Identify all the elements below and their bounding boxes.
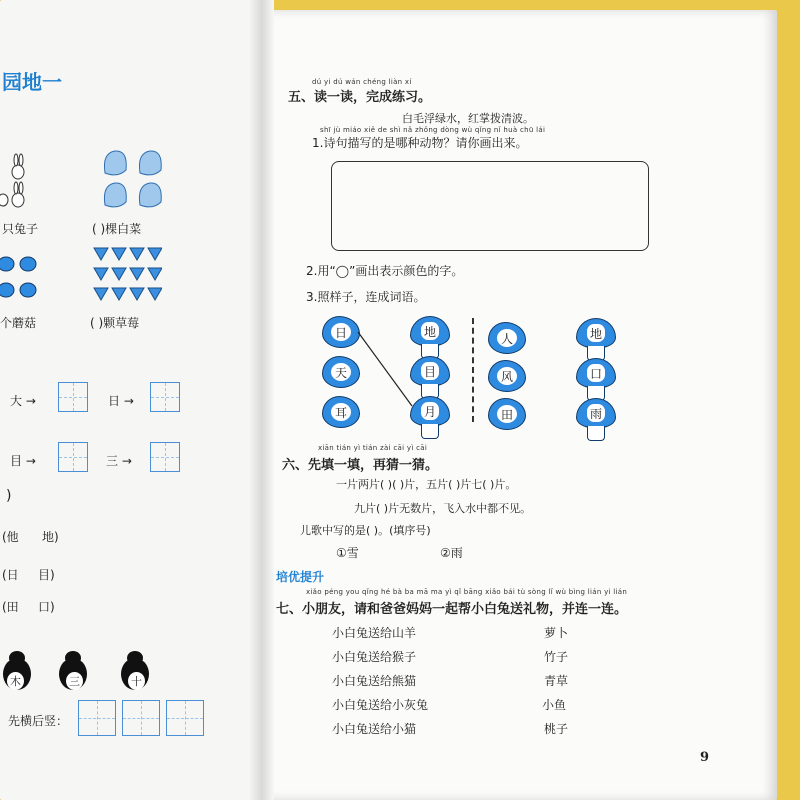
q5-sub1: 1.诗句描写的是哪种动物？请你画出来。 xyxy=(312,136,528,150)
section-label: 培优提升 xyxy=(276,570,325,584)
char-mu: 目 xyxy=(10,454,23,468)
pair-3-a: (田 xyxy=(2,600,19,614)
q6-option-1: ①雪 xyxy=(336,546,359,560)
penguin-1-char: 木 xyxy=(7,672,24,690)
rabbit-icons xyxy=(0,150,40,214)
q5-poem: 白毛浮绿水，红掌拨清波。 xyxy=(402,112,534,125)
writing-box[interactable] xyxy=(150,442,180,472)
mushroom-char: 目 xyxy=(421,362,439,380)
q5-title: 五、读一读，完成练习。 xyxy=(288,90,432,105)
cloud-word-card[interactable] xyxy=(488,360,526,392)
pair-2-b: 目) xyxy=(38,568,55,582)
cloud-char: 日 xyxy=(331,323,351,341)
q7-left-item[interactable]: 小白兔送给小猫 xyxy=(332,722,417,736)
q5-pinyin: dú yi dú wán chéng liàn xí xyxy=(312,78,412,86)
char-san: 三 xyxy=(106,454,119,468)
mushroom-char: 月 xyxy=(421,402,439,420)
cabbage-count-label: ( )棵白菜 xyxy=(92,222,142,236)
penguin-3-char: 十 xyxy=(128,672,145,690)
writing-box[interactable] xyxy=(78,700,116,736)
pair-3-b: 口) xyxy=(38,600,55,614)
cabbage-icons xyxy=(100,148,170,210)
mushroom-count-label: 个蘑菇 xyxy=(0,316,37,330)
group-divider xyxy=(472,318,474,422)
mushroom-word-card[interactable] xyxy=(410,396,450,442)
writing-box[interactable] xyxy=(58,382,88,412)
q7-right-item[interactable]: 青草 xyxy=(544,674,569,688)
mushroom-word-card[interactable] xyxy=(576,398,616,444)
char-da: 大 xyxy=(10,394,23,408)
arrow-row-1-right: 日 → xyxy=(108,394,134,408)
cloud-char: 田 xyxy=(497,405,517,423)
cloud-word-card[interactable] xyxy=(322,356,360,388)
q7-left-item[interactable]: 小白兔送给山羊 xyxy=(332,626,417,640)
q7-left-item[interactable]: 小白兔送给熊猫 xyxy=(332,674,417,688)
paren-mark: ) xyxy=(6,488,12,504)
cloud-char: 风 xyxy=(497,367,517,385)
q6-line3: 儿歌中写的是( )。(填序号) xyxy=(300,524,431,537)
q7-right-item[interactable]: 竹子 xyxy=(544,650,569,664)
q6-option-2: ②雨 xyxy=(440,546,463,560)
q6-line2: 九片( )片无数片，飞入水中都不见。 xyxy=(354,502,532,515)
writing-box[interactable] xyxy=(122,700,160,736)
mushroom-icons xyxy=(0,254,40,304)
mushroom-char: 地 xyxy=(587,324,605,342)
strawberry-icons xyxy=(92,244,162,306)
char-ri: 日 xyxy=(108,394,121,408)
cloud-word-card[interactable] xyxy=(488,322,526,354)
cloud-char: 耳 xyxy=(331,403,351,421)
q6-line1: 一片两片( )( )片，五片( )片七( )片。 xyxy=(336,478,517,491)
left-page-title: 园地一 xyxy=(2,70,62,94)
pair-1-a: (他 xyxy=(2,530,19,544)
arrow-row-2-left: 目 → xyxy=(10,454,36,468)
cloud-word-card[interactable] xyxy=(322,396,360,428)
pair-2-a: (日 xyxy=(2,568,19,582)
cloud-word-card[interactable] xyxy=(322,316,360,348)
drawing-area[interactable] xyxy=(331,161,649,251)
q7-right-item[interactable]: 萝卜 xyxy=(544,626,569,640)
mushroom-char: 地 xyxy=(421,322,439,340)
arrow-row-2-right: 三 → xyxy=(106,454,132,468)
q5-sub1-pinyin: shī jù miáo xiě de shì nǎ zhǒng dòng wù qǐng nǐ huà chū lái xyxy=(320,126,546,134)
page-number: 9 xyxy=(700,750,710,765)
q7-right-item[interactable]: 小鱼 xyxy=(542,698,567,712)
mushroom-char: 雨 xyxy=(587,404,605,422)
cloud-char: 人 xyxy=(497,329,517,347)
cloud-word-card[interactable] xyxy=(488,398,526,430)
q7-right-item[interactable]: 桃子 xyxy=(544,722,569,736)
writing-box[interactable] xyxy=(150,382,180,412)
q6-title: 六、先填一填，再猜一猜。 xyxy=(282,458,439,473)
q7-left-item[interactable]: 小白兔送给猴子 xyxy=(332,650,417,664)
q6-pinyin: xiān tián yì tián zài cāi yì cāi xyxy=(318,444,428,452)
cloud-char: 天 xyxy=(331,363,351,381)
penguin-2-char: 三 xyxy=(66,672,83,690)
rabbit-count-label: 只兔子 xyxy=(2,222,39,236)
q7-pinyin: xiǎo péng you qǐng hé bà ba mā ma yì qǐ bāng xiǎo bái tù sòng lǐ wù bìng lián yi lián xyxy=(306,588,628,596)
pair-1-b: 地) xyxy=(42,530,59,544)
writing-box[interactable] xyxy=(166,700,204,736)
stroke-order-label: 先横后竖： xyxy=(8,714,69,728)
mushroom-char: 口 xyxy=(587,364,605,382)
arrow-row-1-left: 大 → xyxy=(10,394,36,408)
q5-sub3: 3.照样子，连成词语。 xyxy=(306,290,426,304)
q7-left-item[interactable]: 小白兔送给小灰兔 xyxy=(332,698,429,712)
writing-box[interactable] xyxy=(58,442,88,472)
strawberry-count-label: ( )颗草莓 xyxy=(90,316,140,330)
q7-title: 七、小朋友，请和爸爸妈妈一起帮小白兔送礼物，并连一连。 xyxy=(276,602,628,617)
q5-sub2: 2.用“◯”画出表示颜色的字。 xyxy=(306,264,464,278)
example-connector-line xyxy=(356,330,416,410)
book-spine xyxy=(250,0,274,800)
